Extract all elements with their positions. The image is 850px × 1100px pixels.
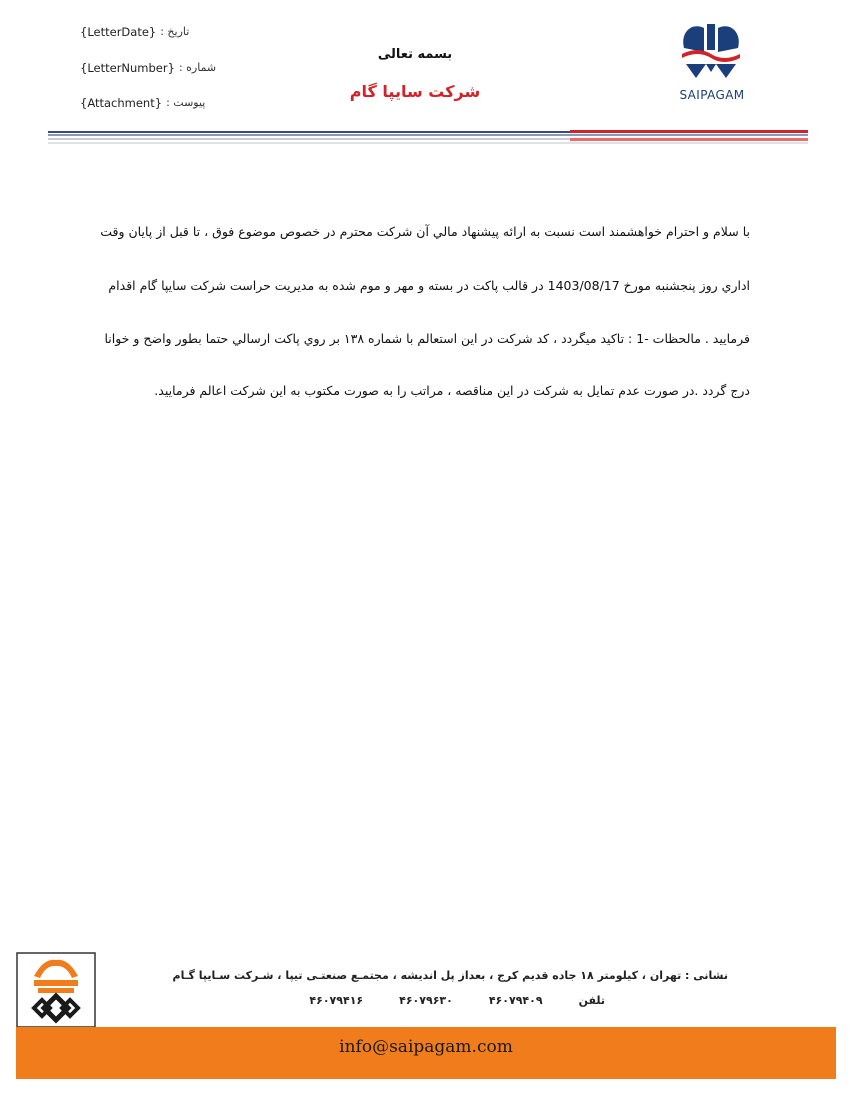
letter-number-row [80, 61, 230, 75]
logo-text: SAIPAGAM [679, 88, 745, 102]
saipa-group-logo-icon [16, 952, 96, 1028]
letter-date-label: تاریخ : [160, 25, 190, 38]
footer-phones [309, 994, 605, 1007]
phone-number-2: ۴۶۰۷۹۶۳۰ [399, 994, 453, 1007]
body-line-2: اداري روز پنجشنبه مورخ 1403/08/17 در قالب پاكت در بسته و مهر و موم شده به مدیریت حراست شرکت سایپا گام اقدام [108, 278, 750, 293]
body-line-4: درج گردد .در صورت عدم تمایل به شرکت در این مناقصه ، مراتب را به صورت مکتوب به این شرکت اعالم فرمایید. [154, 383, 750, 398]
letter-number-value: {LetterNumber} [80, 61, 175, 75]
letter-date-value: {LetterDate} [80, 25, 157, 39]
letter-date-row [80, 25, 230, 39]
saipagam-logo-icon [676, 18, 746, 82]
footer-address: نشانی : تهران ، کیلومتر ۱۸ جاده قدیم کرج ، بعداز پل اندیشه ، مجتمـع صنعتـی تیپا ، شـرکت سـایپا گـام [172, 969, 728, 982]
attachment-row [80, 96, 230, 110]
letter-number-label: شماره : [178, 61, 217, 74]
body-line-3: فرمایید . مالحظات -1 : تاکید میگردد ، کد شرکت در این استعالم با شماره ۱۳۸ بر روي پاكت ارسالي حتما بطور واضح و خوانا [104, 331, 750, 346]
phone-label: تلفن [578, 994, 605, 1007]
salutation: بسمه تعالی [377, 47, 453, 62]
phone-number-1: ۴۶۰۷۹۴۰۹ [488, 994, 543, 1007]
body-line-1: با سلام و احترام خواهشمند است نسبت به ارائه پیشنهاد مالي آن شركت محترم در خصوص موضوع فوق ، تا قبل از پایان وقت [100, 224, 750, 239]
phone-number-3: ۴۶۰۷۹۴۱۶ [309, 994, 364, 1007]
attachment-label: پیوست : [166, 96, 206, 109]
company-name: شرکت سایپا گام [349, 82, 481, 101]
attachment-value: {Attachment} [80, 96, 163, 110]
footer-email[interactable]: info@saipagam.com [339, 1037, 513, 1057]
